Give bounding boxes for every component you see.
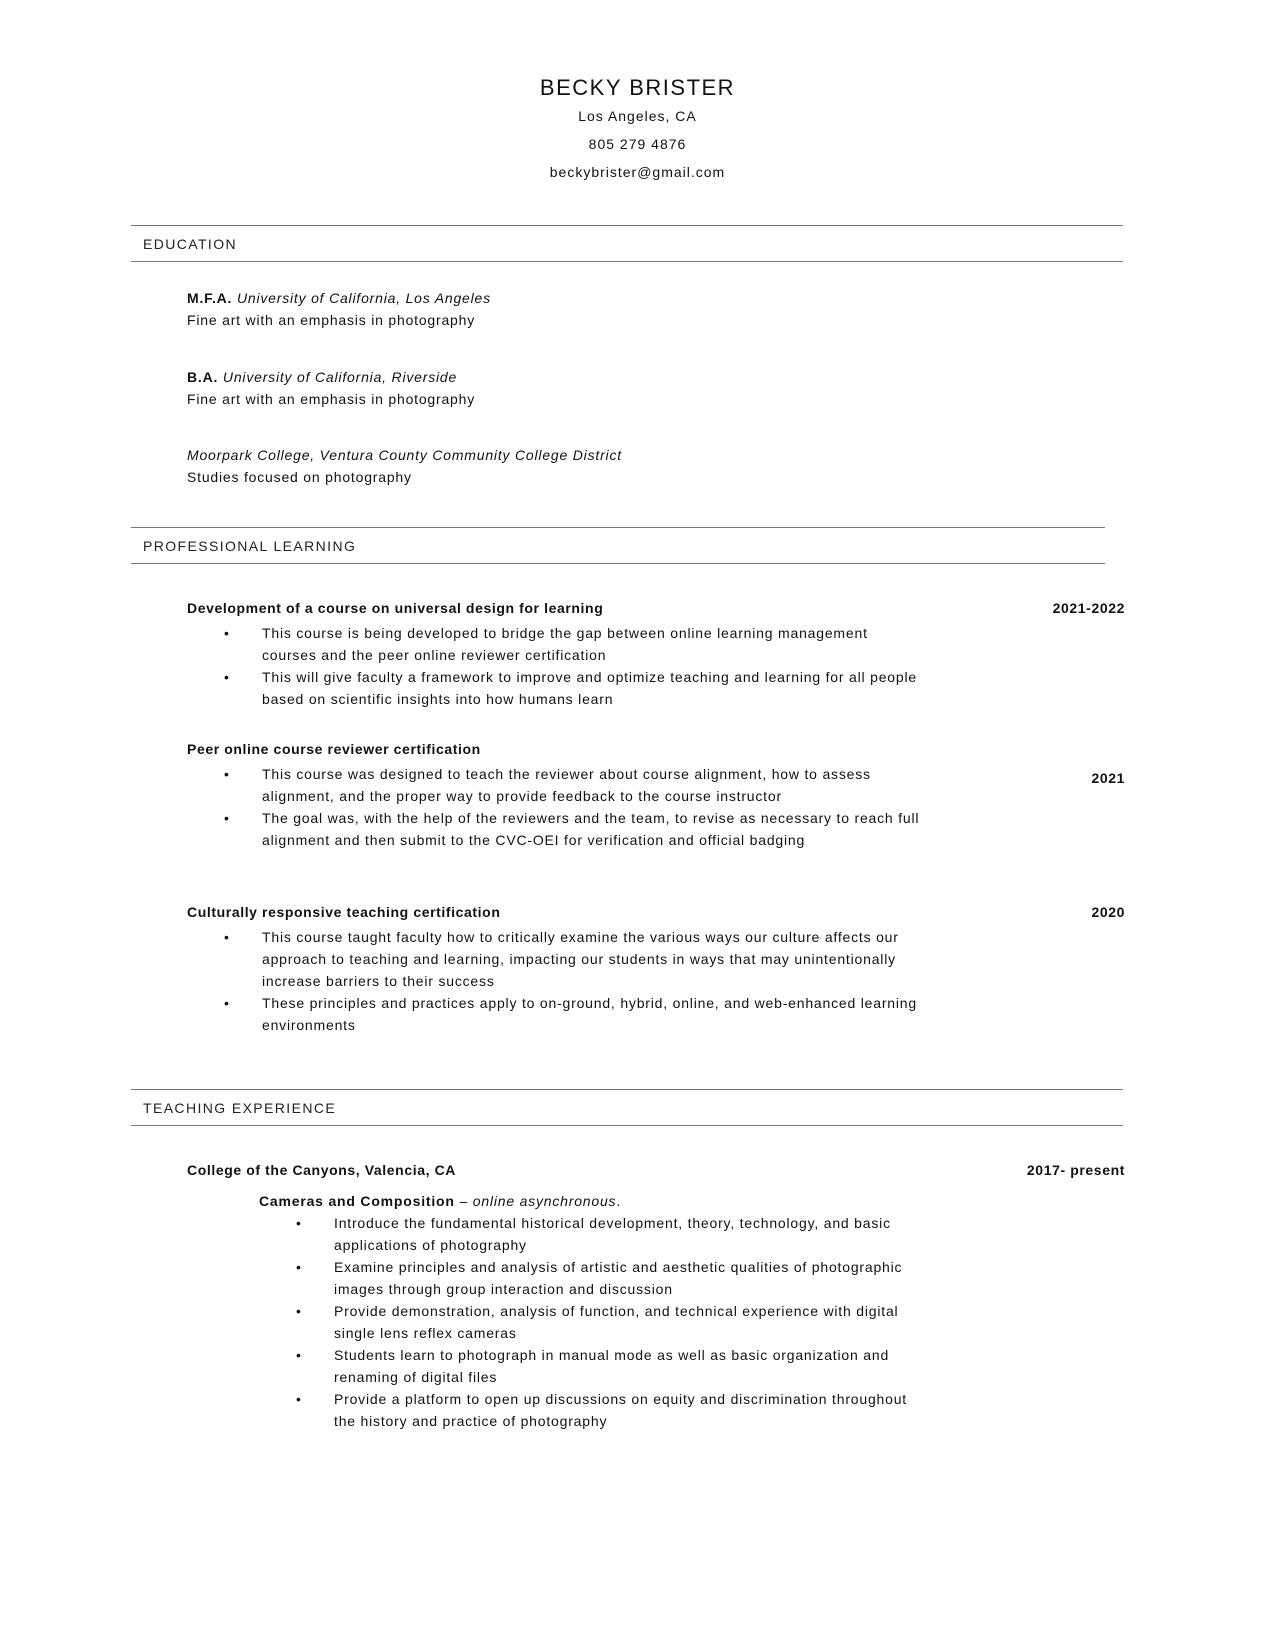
education-detail: Fine art with an emphasis in photography: [187, 312, 476, 328]
list-item: • Examine principles and analysis of artistic and aesthetic qualities of photographic images through group interaction and discussion: [259, 1256, 929, 1300]
person-name: BECKY BRISTER: [539, 75, 736, 100]
list-item: • Students learn to photograph in manual mode as well as basic organization and renaming of digital files: [259, 1344, 929, 1388]
course-bullets: [187, 763, 927, 851]
school: Moorpark College, Ventura County Community College District: [187, 447, 622, 463]
course-year: 2021-2022: [1052, 600, 1125, 616]
employer: College of the Canyons, Valencia, CA: [187, 1162, 456, 1178]
education-detail: Studies focused on photography: [187, 469, 412, 485]
course-period: .: [616, 1193, 622, 1209]
course-bullets: [187, 622, 927, 710]
section-heading: EDUCATION: [143, 236, 238, 252]
education-entry: [187, 287, 491, 331]
education-entry: [187, 366, 475, 410]
phone: 805 279 4876: [588, 136, 687, 152]
course-title: Culturally responsive teaching certification: [187, 904, 501, 920]
list-item: • Provide demonstration, analysis of function, and technical experience with digital single lens reflex cameras: [259, 1300, 929, 1344]
education-entry: [187, 444, 622, 488]
course-year: 2020: [1091, 904, 1125, 920]
course-mode: online asynchronous: [472, 1193, 617, 1209]
section-teaching-header: [131, 1089, 1123, 1126]
course-name: Cameras and Composition: [259, 1193, 455, 1209]
course-year: 2021: [1091, 770, 1125, 786]
course-heading: [259, 1190, 621, 1212]
course-title: Development of a course on universal design for learning: [187, 600, 604, 616]
section-heading: PROFESSIONAL LEARNING: [143, 538, 357, 554]
employment-years: 2017- present: [1026, 1162, 1125, 1178]
list-item: • The goal was, with the help of the reviewers and the team, to revise as necessary to reach full alignment and then submit to the CVC-OEI for verification and official badging: [187, 807, 927, 851]
location: Los Angeles, CA: [578, 108, 697, 124]
section-heading: TEACHING EXPERIENCE: [143, 1100, 337, 1116]
course-title: Peer online course reviewer certification: [187, 741, 481, 757]
course-dash: –: [454, 1193, 473, 1209]
list-item: • This course was designed to teach the reviewer about course alignment, how to assess alignment, and the proper way to provide feedback to the course instructor: [187, 763, 927, 807]
section-education-header: [131, 225, 1123, 262]
list-item: • These principles and practices apply to on-ground, hybrid, online, and web-enhanced learning environments: [187, 992, 927, 1036]
school: University of California, Los Angeles: [236, 290, 491, 306]
list-item: • Introduce the fundamental historical development, theory, technology, and basic applications of photography: [259, 1212, 929, 1256]
course-bullets: [187, 926, 927, 1036]
resume-header: [0, 74, 1275, 186]
email: beckybrister@gmail.com: [549, 164, 726, 180]
school: University of California, Riverside: [222, 369, 458, 385]
teaching-bullets: [259, 1212, 929, 1432]
list-item: • Provide a platform to open up discussions on equity and discrimination throughout the history and practice of photography: [259, 1388, 929, 1432]
education-detail: Fine art with an emphasis in photography: [187, 391, 476, 407]
degree: M.F.A.: [187, 290, 233, 306]
list-item: • This course is being developed to bridge the gap between online learning management courses and the peer online reviewer certification: [187, 622, 927, 666]
list-item: • This course taught faculty how to critically examine the various ways our culture affects our approach to teaching and learning, impacting our students in ways that may unintentionally increase barriers to their success: [187, 926, 927, 992]
section-professional-header: [131, 527, 1105, 564]
degree: B.A.: [187, 369, 219, 385]
list-item: • This will give faculty a framework to improve and optimize teaching and learning for all people based on scientific insights into how humans learn: [187, 666, 927, 710]
